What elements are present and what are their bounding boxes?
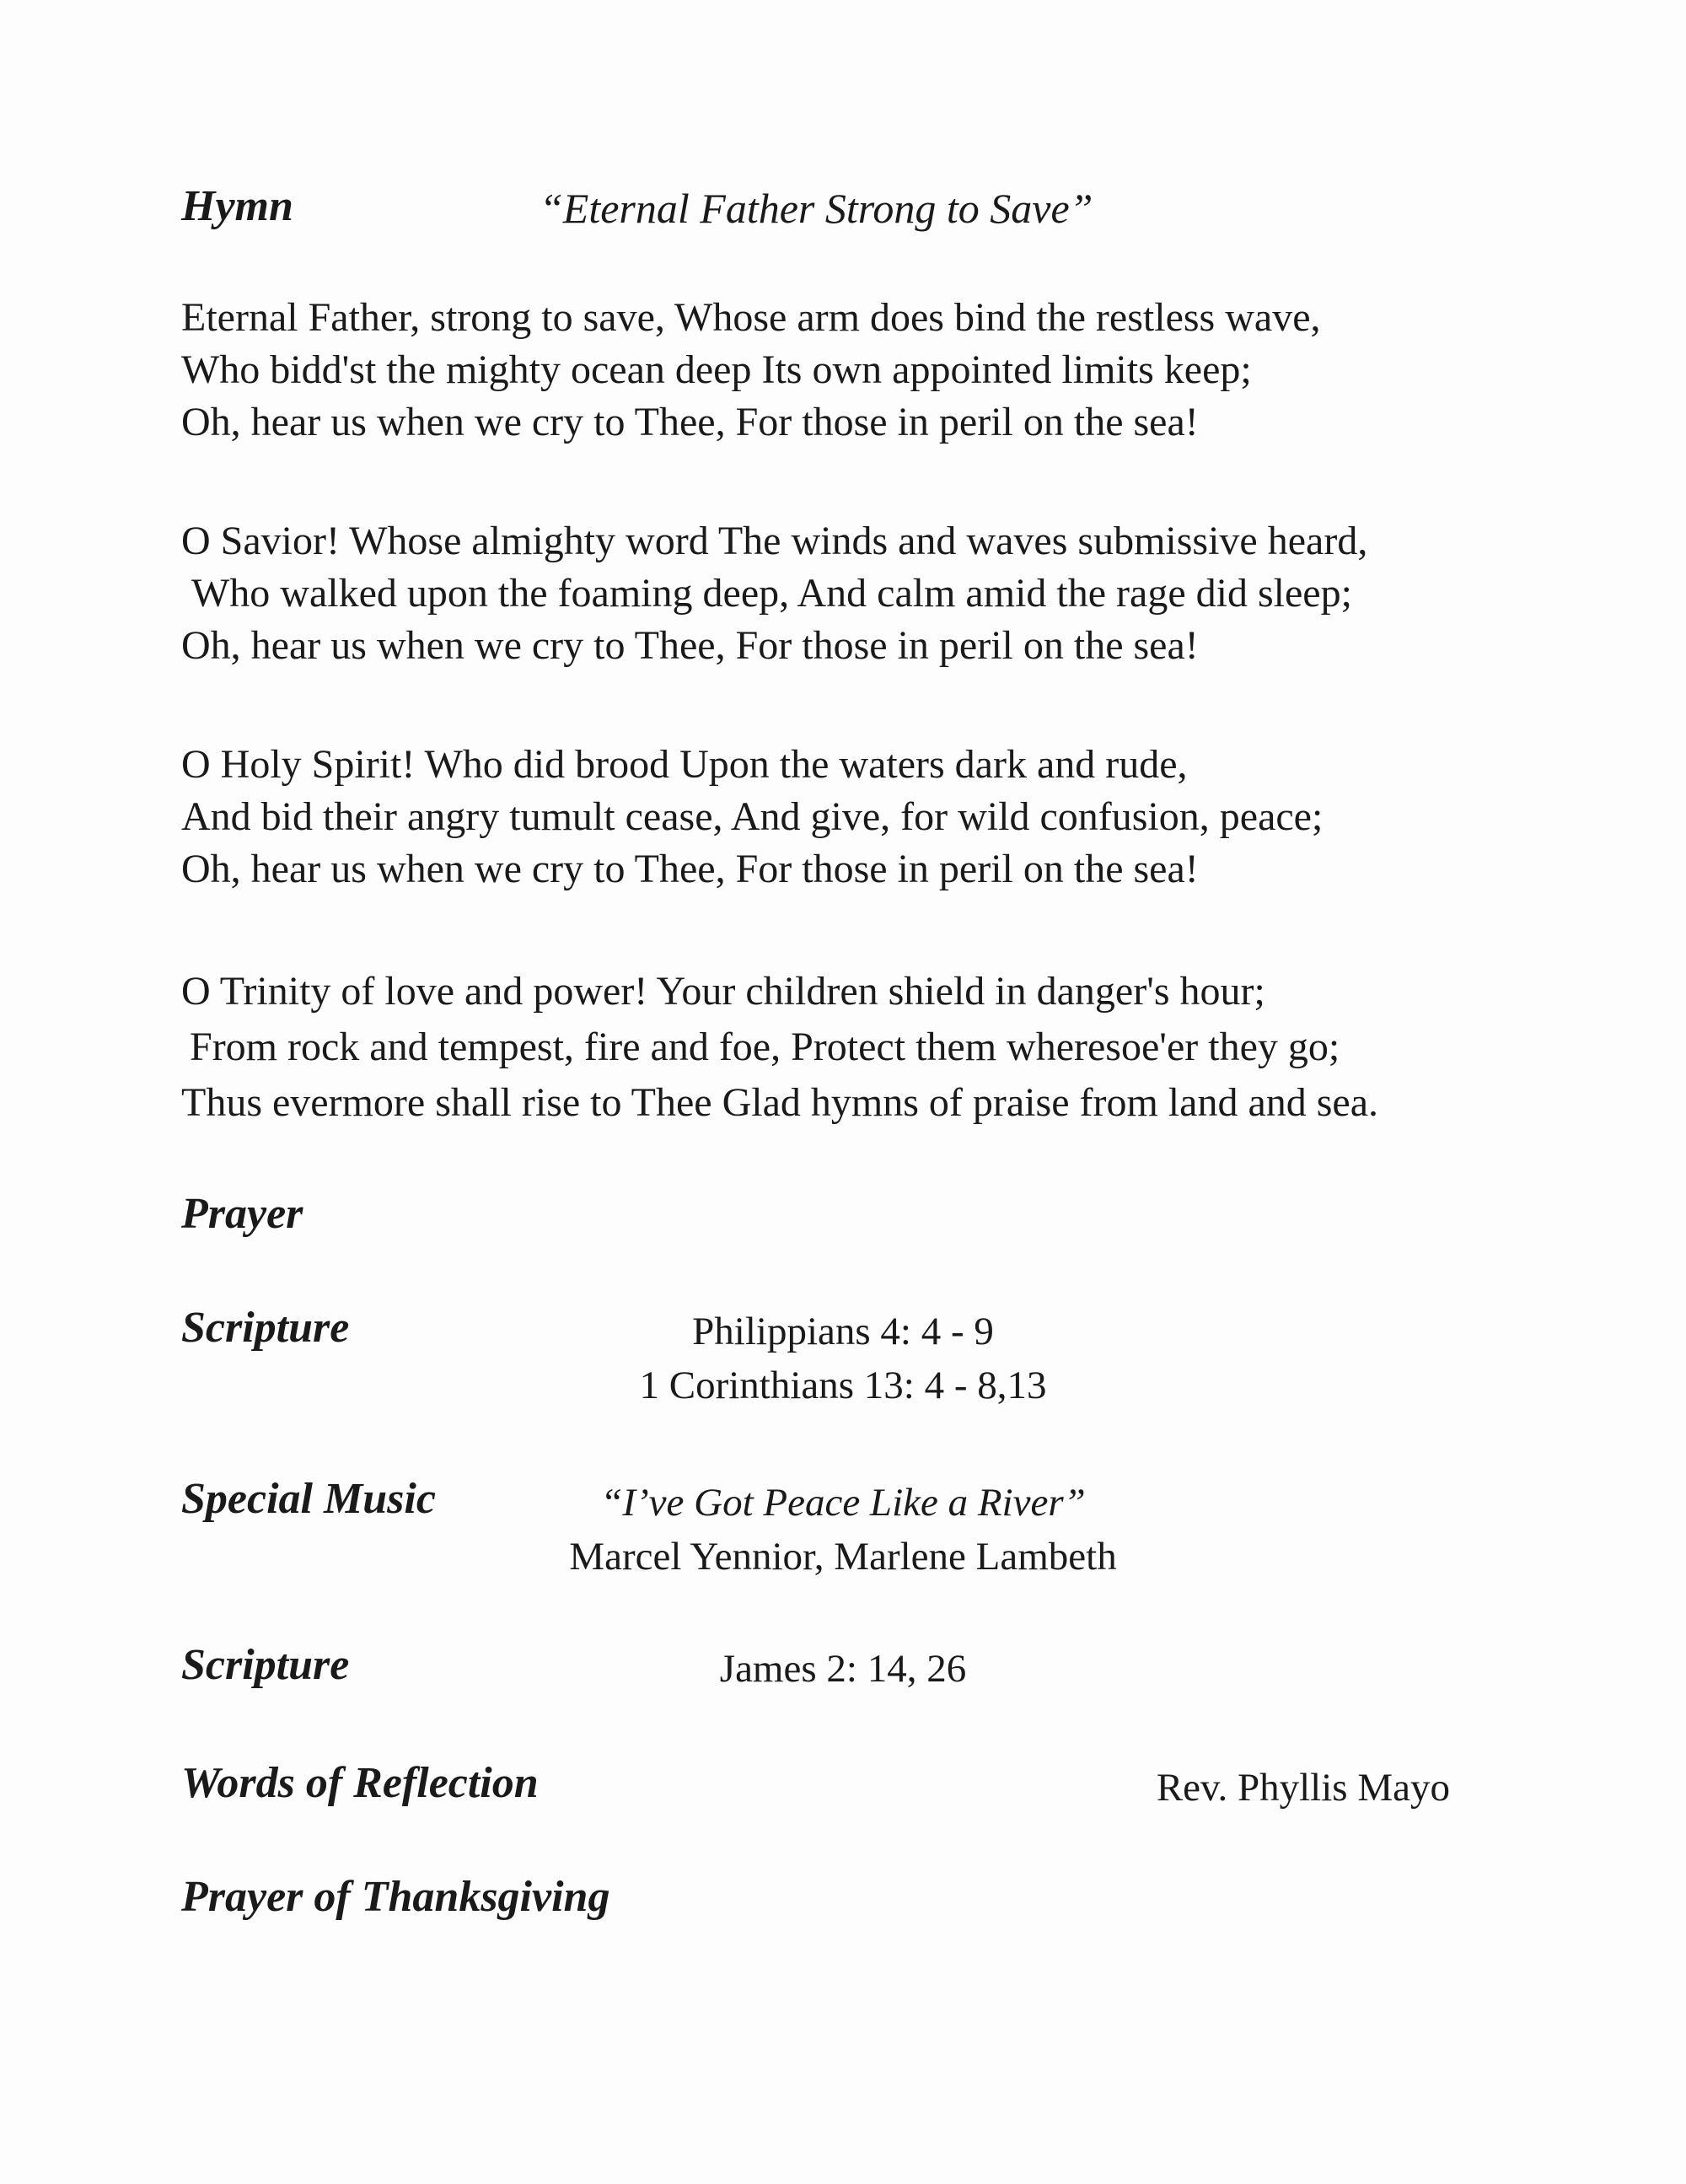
special-music-performers: Marcel Yennior, Marlene Lambeth — [569, 1535, 1117, 1579]
verse-line: From rock and tempest, fire and foe, Protect them wheresoe'er they go; — [190, 1025, 1340, 1069]
special-music-heading: Special Music — [181, 1475, 436, 1523]
scripture-reference-2: James 2: 14, 26 — [719, 1647, 967, 1691]
verse-line: O Savior! Whose almighty word The winds and waves submissive heard, — [181, 519, 1368, 563]
reflection-speaker: Rev. Phyllis Mayo — [1156, 1766, 1450, 1810]
verse-line: Thus evermore shall rise to Thee Glad hymns of praise from land and sea. — [181, 1080, 1379, 1125]
verse-line: Who walked upon the foaming deep, And calm amid the rage did sleep; — [191, 571, 1352, 616]
verse-line: O Trinity of love and power! Your children shield in danger's hour; — [181, 969, 1265, 1014]
verse-line: Oh, hear us when we cry to Thee, For those in peril on the sea! — [181, 623, 1199, 668]
reflection-heading: Words of Reflection — [181, 1759, 539, 1807]
hymn-verse-4 — [181, 964, 1378, 1131]
scripture-references-1 — [506, 1304, 1180, 1412]
hymn-title: “Eternal Father Strong to Save” — [540, 185, 1093, 232]
scripture-reference: Philippians 4: 4 - 9 — [692, 1310, 994, 1353]
prayer-heading: Prayer — [181, 1190, 303, 1238]
verse-line: Eternal Father, strong to save, Whose arm does bind the restless wave, — [181, 295, 1321, 340]
verse-line: O Holy Spirit! Who did brood Upon the waters dark and rude, — [181, 742, 1188, 787]
special-music-title: “I’ve Got Peace Like a River” — [600, 1481, 1086, 1525]
scripture-heading-1: Scripture — [181, 1304, 350, 1352]
hymn-verse-3 — [181, 739, 1323, 896]
hymn-verse-2 — [181, 515, 1367, 672]
hymn-verse-1 — [181, 292, 1321, 449]
verse-line: Who bidd'st the mighty ocean deep Its own appointed limits keep; — [181, 347, 1252, 392]
hymn-heading: Hymn — [181, 182, 293, 230]
thanksgiving-heading: Prayer of Thanksgiving — [181, 1873, 610, 1921]
verse-line: Oh, hear us when we cry to Thee, For those in peril on the sea! — [181, 400, 1199, 444]
scripture-reference: 1 Corinthians 13: 4 - 8,13 — [639, 1364, 1047, 1407]
verse-line: And bid their angry tumult cease, And give, for wild confusion, peace; — [181, 794, 1324, 839]
verse-line: Oh, hear us when we cry to Thee, For those in peril on the sea! — [181, 847, 1199, 891]
scripture-heading-2: Scripture — [181, 1641, 350, 1689]
special-music-details — [506, 1476, 1180, 1584]
